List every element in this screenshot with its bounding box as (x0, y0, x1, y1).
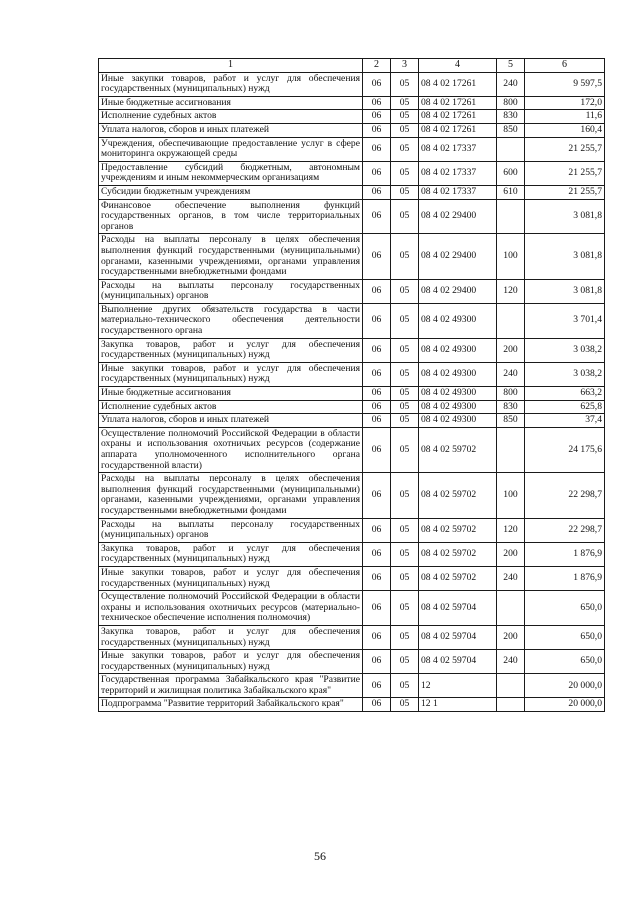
row-expense-type: 830 (497, 110, 525, 124)
row-amount: 625,8 (525, 400, 605, 414)
row-amount: 3 701,4 (525, 303, 605, 338)
row-description: Государственная программа Забайкальского края "Развитие территорий и жилищная политика Забайкальского края" (99, 674, 363, 698)
row-target-code: 08 4 02 59702 (419, 518, 497, 542)
row-amount: 21 255,7 (525, 185, 605, 199)
row-section: 06 (363, 96, 391, 110)
row-section: 06 (363, 674, 391, 698)
row-subsection: 05 (391, 303, 419, 338)
row-section: 06 (363, 234, 391, 279)
row-target-code: 08 4 02 49300 (419, 414, 497, 428)
row-section: 06 (363, 72, 391, 96)
row-description: Закупка товаров, работ и услуг для обеспечения государственных (муниципальных) нужд (99, 542, 363, 566)
row-subsection: 05 (391, 185, 419, 199)
table-row (99, 414, 605, 428)
header-col-3: 3 (391, 59, 419, 73)
row-expense-type (497, 698, 525, 712)
row-target-code: 08 4 02 17337 (419, 137, 497, 161)
row-target-code: 08 4 02 29400 (419, 234, 497, 279)
row-expense-type: 120 (497, 279, 525, 303)
row-target-code: 08 4 02 17337 (419, 161, 497, 185)
row-description: Иные закупки товаров, работ и услуг для обеспечения государственных (муниципальных) нужд (99, 566, 363, 590)
row-subsection: 05 (391, 650, 419, 674)
header-col-5: 5 (497, 59, 525, 73)
row-target-code: 12 (419, 674, 497, 698)
row-target-code: 08 4 02 17261 (419, 72, 497, 96)
row-target-code: 12 1 (419, 698, 497, 712)
row-subsection: 05 (391, 338, 419, 362)
table-row (99, 473, 605, 518)
row-section: 06 (363, 110, 391, 124)
row-amount: 21 255,7 (525, 137, 605, 161)
table-row (99, 387, 605, 401)
row-description: Финансовое обеспечение выполнения функций государственных органов, в том числе территориальных органов (99, 199, 363, 234)
row-section: 06 (363, 400, 391, 414)
table-row (99, 591, 605, 626)
row-target-code: 08 4 02 49300 (419, 303, 497, 338)
row-description: Расходы на выплаты персоналу государственных (муниципальных) органов (99, 518, 363, 542)
row-target-code: 08 4 02 17261 (419, 123, 497, 137)
row-subsection: 05 (391, 96, 419, 110)
row-subsection: 05 (391, 279, 419, 303)
row-target-code: 08 4 02 59702 (419, 566, 497, 590)
row-amount: 3 038,2 (525, 362, 605, 386)
row-amount: 1 876,9 (525, 542, 605, 566)
row-amount: 20 000,0 (525, 698, 605, 712)
row-section: 06 (363, 303, 391, 338)
row-description: Закупка товаров, работ и услуг для обеспечения государственных (муниципальных) нужд (99, 625, 363, 649)
table-row (99, 161, 605, 185)
row-section: 06 (363, 698, 391, 712)
row-amount: 24 175,6 (525, 427, 605, 472)
row-amount: 3 081,8 (525, 234, 605, 279)
row-amount: 11,6 (525, 110, 605, 124)
header-col-2: 2 (363, 59, 391, 73)
row-subsection: 05 (391, 698, 419, 712)
row-description: Закупка товаров, работ и услуг для обеспечения государственных (муниципальных) нужд (99, 338, 363, 362)
row-target-code: 08 4 02 49300 (419, 362, 497, 386)
table-row (99, 400, 605, 414)
table-row (99, 123, 605, 137)
row-expense-type: 850 (497, 414, 525, 428)
row-section: 06 (363, 362, 391, 386)
row-expense-type: 800 (497, 387, 525, 401)
row-amount: 22 298,7 (525, 473, 605, 518)
table-body (99, 72, 605, 711)
row-expense-type: 240 (497, 566, 525, 590)
row-description: Осуществление полномочий Российской Федерации в области охраны и использования охотничьих ресурсов (содержание аппарата уполномоченного исполнительного органа государственной власти) (99, 427, 363, 472)
row-subsection: 05 (391, 674, 419, 698)
row-target-code: 08 4 02 17261 (419, 96, 497, 110)
row-subsection: 05 (391, 591, 419, 626)
row-description: Иные закупки товаров, работ и услуг для обеспечения государственных (муниципальных) нужд (99, 650, 363, 674)
table-row (99, 566, 605, 590)
row-subsection: 05 (391, 110, 419, 124)
row-subsection: 05 (391, 518, 419, 542)
row-section: 06 (363, 625, 391, 649)
row-section: 06 (363, 427, 391, 472)
table-row (99, 338, 605, 362)
table-row (99, 362, 605, 386)
row-amount: 9 597,5 (525, 72, 605, 96)
row-target-code: 08 4 02 59702 (419, 427, 497, 472)
row-subsection: 05 (391, 234, 419, 279)
row-expense-type (497, 427, 525, 472)
row-expense-type: 610 (497, 185, 525, 199)
row-expense-type: 100 (497, 473, 525, 518)
row-section: 06 (363, 338, 391, 362)
row-target-code: 08 4 02 59702 (419, 542, 497, 566)
row-target-code: 08 4 02 59704 (419, 625, 497, 649)
table-row (99, 625, 605, 649)
row-section: 06 (363, 650, 391, 674)
table-row (99, 303, 605, 338)
row-description: Расходы на выплаты персоналу в целях обеспечения выполнения функций государственными (муниципальными) органами, казенными учреждениями, органами управления государственными внебюджетными фондами (99, 473, 363, 518)
row-section: 06 (363, 185, 391, 199)
row-amount: 21 255,7 (525, 161, 605, 185)
row-description: Выполнение других обязательств государства в части материально-технического обеспечения деятельности государственного органа (99, 303, 363, 338)
row-target-code: 08 4 02 29400 (419, 199, 497, 234)
row-expense-type: 200 (497, 338, 525, 362)
row-target-code: 08 4 02 59702 (419, 473, 497, 518)
row-expense-type: 120 (497, 518, 525, 542)
row-subsection: 05 (391, 362, 419, 386)
row-subsection: 05 (391, 123, 419, 137)
row-amount: 172,0 (525, 96, 605, 110)
row-section: 06 (363, 161, 391, 185)
header-col-1: 1 (99, 59, 363, 73)
row-description: Подпрограмма "Развитие территорий Забайкальского края" (99, 698, 363, 712)
table-row (99, 199, 605, 234)
row-amount: 650,0 (525, 625, 605, 649)
row-subsection: 05 (391, 400, 419, 414)
row-subsection: 05 (391, 625, 419, 649)
row-amount: 3 081,8 (525, 199, 605, 234)
row-target-code: 08 4 02 49300 (419, 400, 497, 414)
row-amount: 37,4 (525, 414, 605, 428)
row-description: Иные закупки товаров, работ и услуг для обеспечения государственных (муниципальных) нужд (99, 72, 363, 96)
row-target-code: 08 4 02 59704 (419, 650, 497, 674)
row-expense-type: 200 (497, 625, 525, 649)
row-amount: 20 000,0 (525, 674, 605, 698)
table-row (99, 518, 605, 542)
row-description: Расходы на выплаты персоналу в целях обеспечения выполнения функций государственными (муниципальными) органами, казенными учреждениями, органами управления государственными внебюджетными фондами (99, 234, 363, 279)
table-row (99, 96, 605, 110)
table-row (99, 72, 605, 96)
row-expense-type: 800 (497, 96, 525, 110)
page-number: 56 (314, 849, 326, 863)
row-description: Расходы на выплаты персоналу государственных (муниципальных) органов (99, 279, 363, 303)
row-section: 06 (363, 387, 391, 401)
header-col-6: 6 (525, 59, 605, 73)
row-subsection: 05 (391, 414, 419, 428)
row-description: Исполнение судебных актов (99, 400, 363, 414)
row-description: Осуществление полномочий Российской Федерации в области охраны и использования охотничьих ресурсов (материально-техническое обеспечение исполнения полномочия) (99, 591, 363, 626)
row-amount: 3 081,8 (525, 279, 605, 303)
row-description: Учреждения, обеспечивающие предоставление услуг в сфере мониторинга окружающей среды (99, 137, 363, 161)
row-expense-type: 240 (497, 362, 525, 386)
row-amount: 650,0 (525, 591, 605, 626)
row-subsection: 05 (391, 199, 419, 234)
row-target-code: 08 4 02 17337 (419, 185, 497, 199)
row-section: 06 (363, 123, 391, 137)
row-description: Предоставление субсидий бюджетным, автономным учреждениям и иным некоммерческим организациям (99, 161, 363, 185)
row-description: Иные бюджетные ассигнования (99, 96, 363, 110)
row-description: Иные бюджетные ассигнования (99, 387, 363, 401)
row-subsection: 05 (391, 72, 419, 96)
row-subsection: 05 (391, 161, 419, 185)
row-section: 06 (363, 566, 391, 590)
row-description: Исполнение судебных актов (99, 110, 363, 124)
row-expense-type (497, 591, 525, 626)
row-expense-type: 600 (497, 161, 525, 185)
row-subsection: 05 (391, 542, 419, 566)
row-amount: 650,0 (525, 650, 605, 674)
row-amount: 22 298,7 (525, 518, 605, 542)
row-target-code: 08 4 02 49300 (419, 338, 497, 362)
row-expense-type: 830 (497, 400, 525, 414)
row-section: 06 (363, 414, 391, 428)
row-expense-type: 850 (497, 123, 525, 137)
row-expense-type (497, 199, 525, 234)
table-row (99, 137, 605, 161)
table-row (99, 279, 605, 303)
row-section: 06 (363, 518, 391, 542)
table-row (99, 674, 605, 698)
row-target-code: 08 4 02 59704 (419, 591, 497, 626)
row-expense-type: 240 (497, 650, 525, 674)
row-subsection: 05 (391, 427, 419, 472)
row-subsection: 05 (391, 137, 419, 161)
row-section: 06 (363, 199, 391, 234)
row-description: Уплата налогов, сборов и иных платежей (99, 414, 363, 428)
row-amount: 160,4 (525, 123, 605, 137)
row-expense-type (497, 674, 525, 698)
row-target-code: 08 4 02 29400 (419, 279, 497, 303)
table-row (99, 427, 605, 472)
header-row (99, 59, 605, 73)
table-row (99, 234, 605, 279)
row-subsection: 05 (391, 566, 419, 590)
row-amount: 1 876,9 (525, 566, 605, 590)
row-amount: 663,2 (525, 387, 605, 401)
row-section: 06 (363, 473, 391, 518)
row-expense-type: 100 (497, 234, 525, 279)
table-row (99, 650, 605, 674)
row-subsection: 05 (391, 473, 419, 518)
row-section: 06 (363, 591, 391, 626)
row-section: 06 (363, 279, 391, 303)
row-description: Уплата налогов, сборов и иных платежей (99, 123, 363, 137)
row-expense-type (497, 303, 525, 338)
row-description: Иные закупки товаров, работ и услуг для обеспечения государственных (муниципальных) нужд (99, 362, 363, 386)
row-target-code: 08 4 02 49300 (419, 387, 497, 401)
table-row (99, 698, 605, 712)
table-row (99, 185, 605, 199)
row-amount: 3 038,2 (525, 338, 605, 362)
header-col-4: 4 (419, 59, 497, 73)
row-description: Субсидии бюджетным учреждениям (99, 185, 363, 199)
row-expense-type: 240 (497, 72, 525, 96)
row-section: 06 (363, 137, 391, 161)
budget-table (98, 58, 605, 712)
row-target-code: 08 4 02 17261 (419, 110, 497, 124)
row-subsection: 05 (391, 387, 419, 401)
row-expense-type: 200 (497, 542, 525, 566)
table-row (99, 542, 605, 566)
row-section: 06 (363, 542, 391, 566)
table-row (99, 110, 605, 124)
row-expense-type (497, 137, 525, 161)
